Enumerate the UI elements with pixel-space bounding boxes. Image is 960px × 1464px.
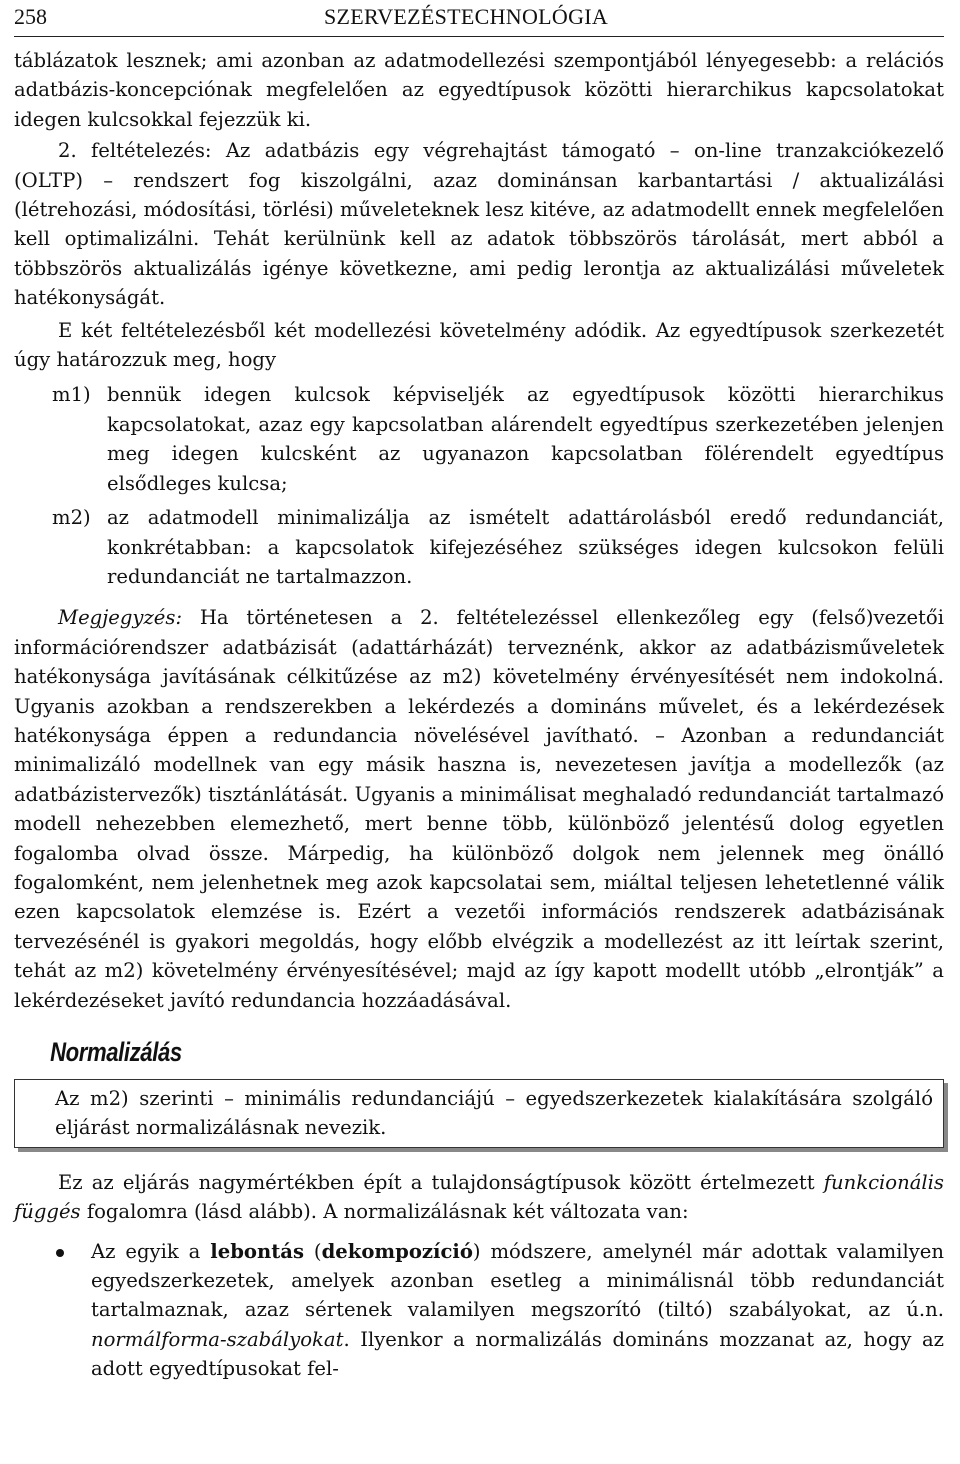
document-page xyxy=(14,0,944,1384)
term-functional-dependency: funkcionális függés xyxy=(14,1170,944,1224)
bullet-item xyxy=(14,1237,944,1384)
note-paragraph xyxy=(14,603,944,1015)
note-label: Megjegyzés: xyxy=(58,606,183,630)
definition-text: Az m2) szerinti – minimális redundanciájú – egyedszerkezetek kialakítására szolgáló eljárást normalizálásnak nevezik. xyxy=(55,1087,933,1140)
bullet-text: ( xyxy=(304,1239,322,1263)
requirements-intro-paragraph: E két feltételezésből két modellezési követelmény adódik. Az egyedtípusok szerkezetét úgy határozzuk meg, hogy xyxy=(14,318,944,372)
requirement-marker: m2) xyxy=(52,506,91,530)
page-number: 258 xyxy=(14,4,47,29)
requirement-item-m1 xyxy=(14,380,944,498)
bullet-text: ) módszere, amelynél már adottak valamilyen egyedszerkezetek, amelyek azonban esetleg a minimálisnál több redundanciát tartalmaznak, azaz sértenek valamilyen megszorító (tiltó) szabályokat, az ú.n. xyxy=(91,1239,945,1322)
requirement-text: az adatmodell minimalizálja az ismételt adattárolásból eredő redundanciát, konkrétabban: a kapcsolatok kifejezéséhez szükséges idegen kulcsokon felüli redundanciát ne tartalmazzon. xyxy=(107,506,944,588)
page-header xyxy=(14,0,944,37)
bullet-text: . Ilyenkor a normalizálás domináns mozzanat az, hogy az adott egyedtípusokat fel- xyxy=(91,1327,944,1381)
paragraph-text: fogalomra (lásd alább). A normalizálásnak két változata van: xyxy=(80,1200,689,1224)
note-text: Ha történetesen a 2. feltételezéssel ellenkezőleg egy (felső)vezetői információrendszer adatbázisát (adattárházát) terveznénk, akkor az adatbázisműveletek hatékonysága javításának célkitűzése az m2) követelmény érvényesítését nem indokolná. Ugyanis azokban a rendszerekben a lekérdezés a domináns művelet, és a lekérdezések hatékonysága éppen a redundancia növelésével javítható. – Azonban a redundanciát minimalizáló modellnek van egy másik haszna is, nevezetesen javítja a modellezők (az adatbázistervezők) tisztánlátását. Ugyanis a minimálisat meghaladó redundanciát tartalmazó modell nehezebben elemezhető, mert benne több, különböző jelentésű dolog egyetlen fogalomba olvad össze. Márpedig, ha különböző dolgok nem jelennek meg önálló fogalomként, nem jelenhetnek meg azok kapcsolatai sem, miáltal teljesen lehetetlenné válik ezen kapcsolatok elemzése is. Ezért a vezetői információs rendszerek adatbázisának tervezésénél is gyakori megoldás, hogy előbb elvégzik a modellezést az itt leírtak szerint, tehát az m2) követelmény érvényesítésével; majd az így kapott modellt utóbb „elrontják” a lekérdezéseket javító redundancia hozzáadásával. xyxy=(14,606,944,1012)
requirement-marker: m1) xyxy=(52,383,91,407)
term-normalforma: normálforma-szabályokat xyxy=(91,1327,344,1351)
section-heading: Normalizálás xyxy=(50,1037,182,1067)
requirement-item-m2 xyxy=(14,503,944,591)
paragraph-text: Ez az eljárás nagymértékben épít a tulajdonságtípusok között értelmezett xyxy=(58,1170,824,1194)
term-dekompozicio: dekompozíció xyxy=(321,1239,473,1263)
requirement-text: bennük idegen kulcsok képviseljék az egyedtípusok közötti hierarchikus kapcsolatokat, azaz egy kapcsolatban alárendelt egyedtípus szerkezetében jelenjen meg idegen kulcsként az ugyanazon kapcsolatban fölérendelt egyedtípus elsődleges kulcsa; xyxy=(107,383,944,495)
normalization-paragraph xyxy=(14,1168,944,1227)
requirements-list xyxy=(14,380,944,591)
intro-paragraph: táblázatok lesznek; ami azonban az adatmodellezési szempontjából lényegesebb: a relációs adatbázis-koncepciónak megfelelően az egyedtípusok közötti hierarchikus kapcsolatokat idegen kulcsokkal fejezzük ki. xyxy=(14,49,944,131)
bullet-icon xyxy=(56,1249,64,1257)
variant-list xyxy=(14,1237,944,1384)
running-title: SZERVEZÉSTECHNOLÓGIA xyxy=(324,4,609,29)
definition-box xyxy=(14,1079,944,1148)
bullet-text: Az egyik a xyxy=(91,1239,211,1263)
assumption-2-paragraph: 2. feltételezés: Az adatbázis egy végrehajtást támogató – on-line tranzakciókezelő (OLTP) – rendszert fog kiszolgálni, azaz dominánsan karbantartási / aktualizálási (létrehozási, módosítási, törlési) műveleteknek lesz kitéve, az adatmodellt ennek megfelelően kell optimalizálni. Tehát kerülnünk kell az adatok többszörös tárolását, mert abból a többszörös aktualizálás igénye következne, ami pedig lerontja az aktualizálási műveletek hatékonyságát. xyxy=(14,139,944,310)
term-lebontas: lebontás xyxy=(210,1239,304,1263)
